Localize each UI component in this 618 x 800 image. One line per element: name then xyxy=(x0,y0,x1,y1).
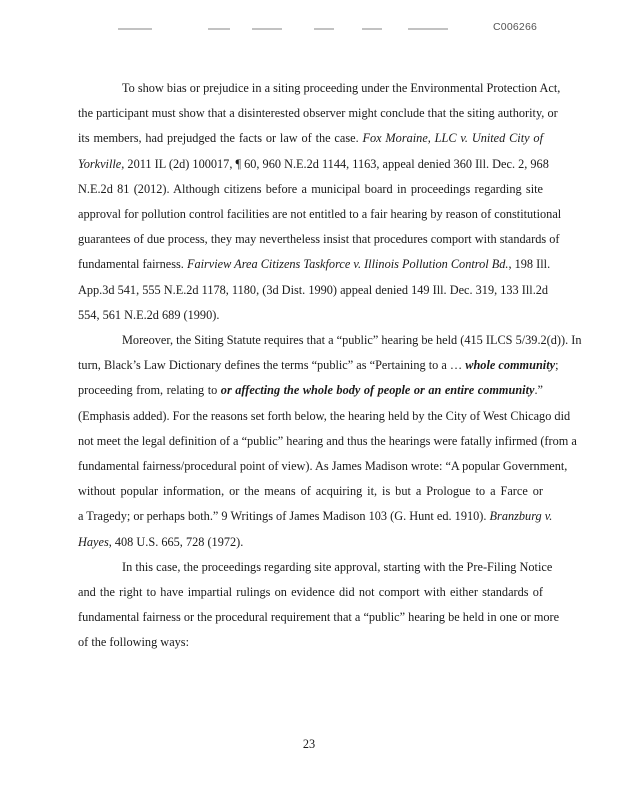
text-run: not meet the legal definition of a “public” hearing and thus the hearings were fatally infirmed (from a xyxy=(78,433,577,448)
text-line xyxy=(78,429,577,454)
text-run: guarantees of due process, they may nevertheless insist that procedures comport with standards of xyxy=(78,232,560,247)
text-run: its members, had prejudged the facts or law of the case. xyxy=(78,131,363,146)
text-line xyxy=(78,454,568,479)
text-run: approval for pollution control facilities are not entitled to a fair hearing by reason of constitutional xyxy=(78,207,562,222)
text-run: fundamental fairness/procedural point of view). As James Madison wrote: “A popular Government, xyxy=(78,459,568,474)
text-line xyxy=(78,76,561,101)
paragraph xyxy=(78,76,562,328)
emphasis-bold-italic: or affecting the whole body of people or an entire community xyxy=(220,383,535,398)
text-line xyxy=(78,303,543,328)
header-scan-marks xyxy=(118,24,448,34)
text-run: fundamental fairness or the procedural requirement that a “public” hearing be held in one or more xyxy=(78,610,560,625)
text-line xyxy=(78,202,562,227)
text-line xyxy=(78,378,543,403)
page-number: 23 xyxy=(302,737,316,751)
text-line xyxy=(78,630,543,655)
document-body xyxy=(78,76,582,656)
citation-italic: Fairview Area Citizens Taskforce v. Illinois Pollution Control Bd. xyxy=(186,257,509,272)
text-line xyxy=(78,404,571,429)
text-line xyxy=(78,177,543,202)
text-run: N.E.2d 81 (2012). Although citizens before a municipal board in proceedings regarding site xyxy=(78,181,543,196)
text-run: .” xyxy=(534,383,543,398)
emphasis-bold-italic: whole community xyxy=(465,358,556,373)
text-run: turn, Black’s Law Dictionary defines the terms “public” as “Pertaining to a … xyxy=(78,358,466,373)
text-line xyxy=(78,555,553,580)
citation-italic: Fox Moraine, LLC v. United City of xyxy=(362,131,543,146)
text-line xyxy=(78,227,560,252)
text-run: (Emphasis added). For the reasons set forth below, the hearing held by the City of West Chicago did xyxy=(78,408,571,423)
text-run: In this case, the proceedings regarding site approval, starting with the Pre-Filing Notice xyxy=(122,559,553,574)
text-run: To show bias or prejudice in a siting proceeding under the Environmental Protection Act, xyxy=(122,81,561,95)
text-run: ; xyxy=(555,358,559,373)
text-line xyxy=(78,504,553,529)
text-run: , 198 Ill. xyxy=(508,257,551,272)
text-run: of the following ways: xyxy=(78,635,189,650)
text-line xyxy=(78,353,559,378)
text-line xyxy=(78,605,560,630)
text-run: without popular information, or the means of acquiring it, is but a Prologue to a Farce or xyxy=(78,484,543,499)
text-run: proceeding from, relating to xyxy=(78,383,221,398)
text-line xyxy=(78,252,551,277)
text-run: and the right to have impartial rulings on evidence did not comport with either standards of xyxy=(78,585,543,600)
text-run: App.3d 541, 555 N.E.2d 1178, 1180, (3d Dist. 1990) appeal denied 149 Ill. Dec. 319, 133 Ill.2d xyxy=(78,282,549,297)
text-line xyxy=(78,479,543,504)
text-run: the participant must show that a disinterested observer might conclude that the siting authority, or xyxy=(78,106,558,121)
text-line xyxy=(78,580,543,605)
text-run: 554, 561 N.E.2d 689 (1990). xyxy=(78,307,220,322)
text-run: Moreover, the Siting Statute requires that a “public” hearing be held (415 ILCS 5/39.2(d)). In xyxy=(122,333,582,348)
text-line xyxy=(78,278,549,303)
text-line xyxy=(78,126,543,151)
text-run: , 408 U.S. 665, 728 (1972). xyxy=(108,534,244,549)
text-run: fundamental fairness. xyxy=(78,257,187,272)
text-run: a Tragedy; or perhaps both.” 9 Writings of James Madison 103 (G. Hunt ed. 1910). xyxy=(78,509,490,524)
citation-italic: Yorkville xyxy=(78,156,122,171)
citation-italic: Hayes xyxy=(78,534,109,549)
text-line xyxy=(78,328,582,353)
paragraph xyxy=(78,555,560,656)
text-line xyxy=(78,530,543,555)
text-line xyxy=(78,101,558,126)
text-run: , 2011 IL (2d) 100017, ¶ 60, 960 N.E.2d 1144, 1163, appeal denied 360 Ill. Dec. 2, 968 xyxy=(121,156,549,171)
citation-italic: Branzburg v. xyxy=(489,509,553,524)
bates-number: C006266 xyxy=(493,21,538,33)
paragraph xyxy=(78,328,582,555)
text-line xyxy=(78,152,549,177)
